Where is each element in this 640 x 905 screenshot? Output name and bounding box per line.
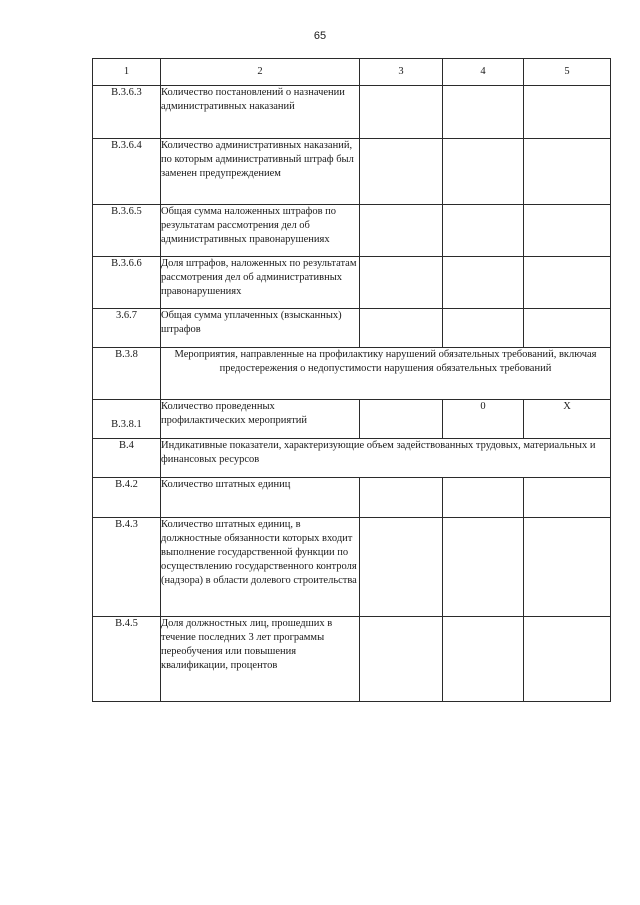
table-row	[93, 518, 611, 617]
row-value-3	[360, 257, 443, 309]
row-value-4	[443, 478, 524, 518]
row-code: 3.6.7	[93, 309, 161, 348]
section-row	[93, 348, 611, 400]
page-number: 65	[313, 30, 327, 42]
row-code: В.3.6.4	[93, 139, 161, 205]
row-code: В.3.8.1	[93, 400, 161, 439]
row-value-5	[524, 518, 611, 617]
col-header-2: 2	[161, 59, 360, 86]
row-value-5	[524, 86, 611, 139]
row-description: Общая сумма уплаченных (взысканных) штрафов	[161, 309, 360, 348]
row-value-3	[360, 86, 443, 139]
row-value-3	[360, 400, 443, 439]
section-row	[93, 439, 611, 478]
row-value-4	[443, 518, 524, 617]
row-description: Количество проведенных профилактических мероприятий	[161, 400, 360, 439]
row-description: Количество административных наказаний, по которым административный штраф был заменен предупреждением	[161, 139, 360, 205]
row-value-5	[524, 617, 611, 702]
row-description: Количество штатных единиц, в должностные обязанности которых входит выполнение государственной функции по осуществлению государственного контроля (надзора) в области долевого строительства	[161, 518, 360, 617]
row-value-4	[443, 309, 524, 348]
indicators-table	[92, 58, 611, 702]
row-value-3	[360, 478, 443, 518]
row-code: В.3.6.6	[93, 257, 161, 309]
row-value-4: 0	[443, 400, 524, 439]
row-value-3	[360, 139, 443, 205]
row-description: Общая сумма наложенных штрафов по результатам рассмотрения дел об административных правонарушениях	[161, 205, 360, 257]
row-code: В.4.3	[93, 518, 161, 617]
table-row	[93, 478, 611, 518]
row-value-5: X	[524, 400, 611, 439]
table-row	[93, 617, 611, 702]
row-value-4	[443, 257, 524, 309]
section-code: В.4	[93, 439, 161, 478]
row-value-5	[524, 478, 611, 518]
row-code: В.3.6.3	[93, 86, 161, 139]
table-row	[93, 309, 611, 348]
row-value-4	[443, 86, 524, 139]
row-value-3	[360, 518, 443, 617]
row-value-5	[524, 309, 611, 348]
row-code: В.4.2	[93, 478, 161, 518]
col-header-3: 3	[360, 59, 443, 86]
table-row	[93, 86, 611, 139]
row-value-5	[524, 139, 611, 205]
table-row	[93, 139, 611, 205]
section-code: В.3.8	[93, 348, 161, 400]
section-title: Индикативные показатели, характеризующие объем задействованных трудовых, материальных и финансовых ресурсов	[161, 439, 611, 478]
row-value-3	[360, 309, 443, 348]
row-description: Количество штатных единиц	[161, 478, 360, 518]
section-title: Мероприятия, направленные на профилактику нарушений обязательных требований, включая предостережения о недопустимости нарушения обязательных требований	[161, 348, 611, 400]
row-value-5	[524, 257, 611, 309]
row-description: Доля штрафов, наложенных по результатам рассмотрения дел об административных правонарушениях	[161, 257, 360, 309]
row-value-3	[360, 617, 443, 702]
table-row	[93, 205, 611, 257]
row-value-4	[443, 617, 524, 702]
row-description: Количество постановлений о назначении административных наказаний	[161, 86, 360, 139]
col-header-5: 5	[524, 59, 611, 86]
row-description: Доля должностных лиц, прошедших в течение последних 3 лет программы переобучения или повышения квалификации, процентов	[161, 617, 360, 702]
table-row	[93, 257, 611, 309]
row-value-5	[524, 205, 611, 257]
row-code: В.3.6.5	[93, 205, 161, 257]
col-header-4: 4	[443, 59, 524, 86]
table-row	[93, 400, 611, 439]
row-value-3	[360, 205, 443, 257]
row-code: В.4.5	[93, 617, 161, 702]
header-row	[93, 59, 611, 86]
row-value-4	[443, 139, 524, 205]
row-value-4	[443, 205, 524, 257]
col-header-1: 1	[93, 59, 161, 86]
